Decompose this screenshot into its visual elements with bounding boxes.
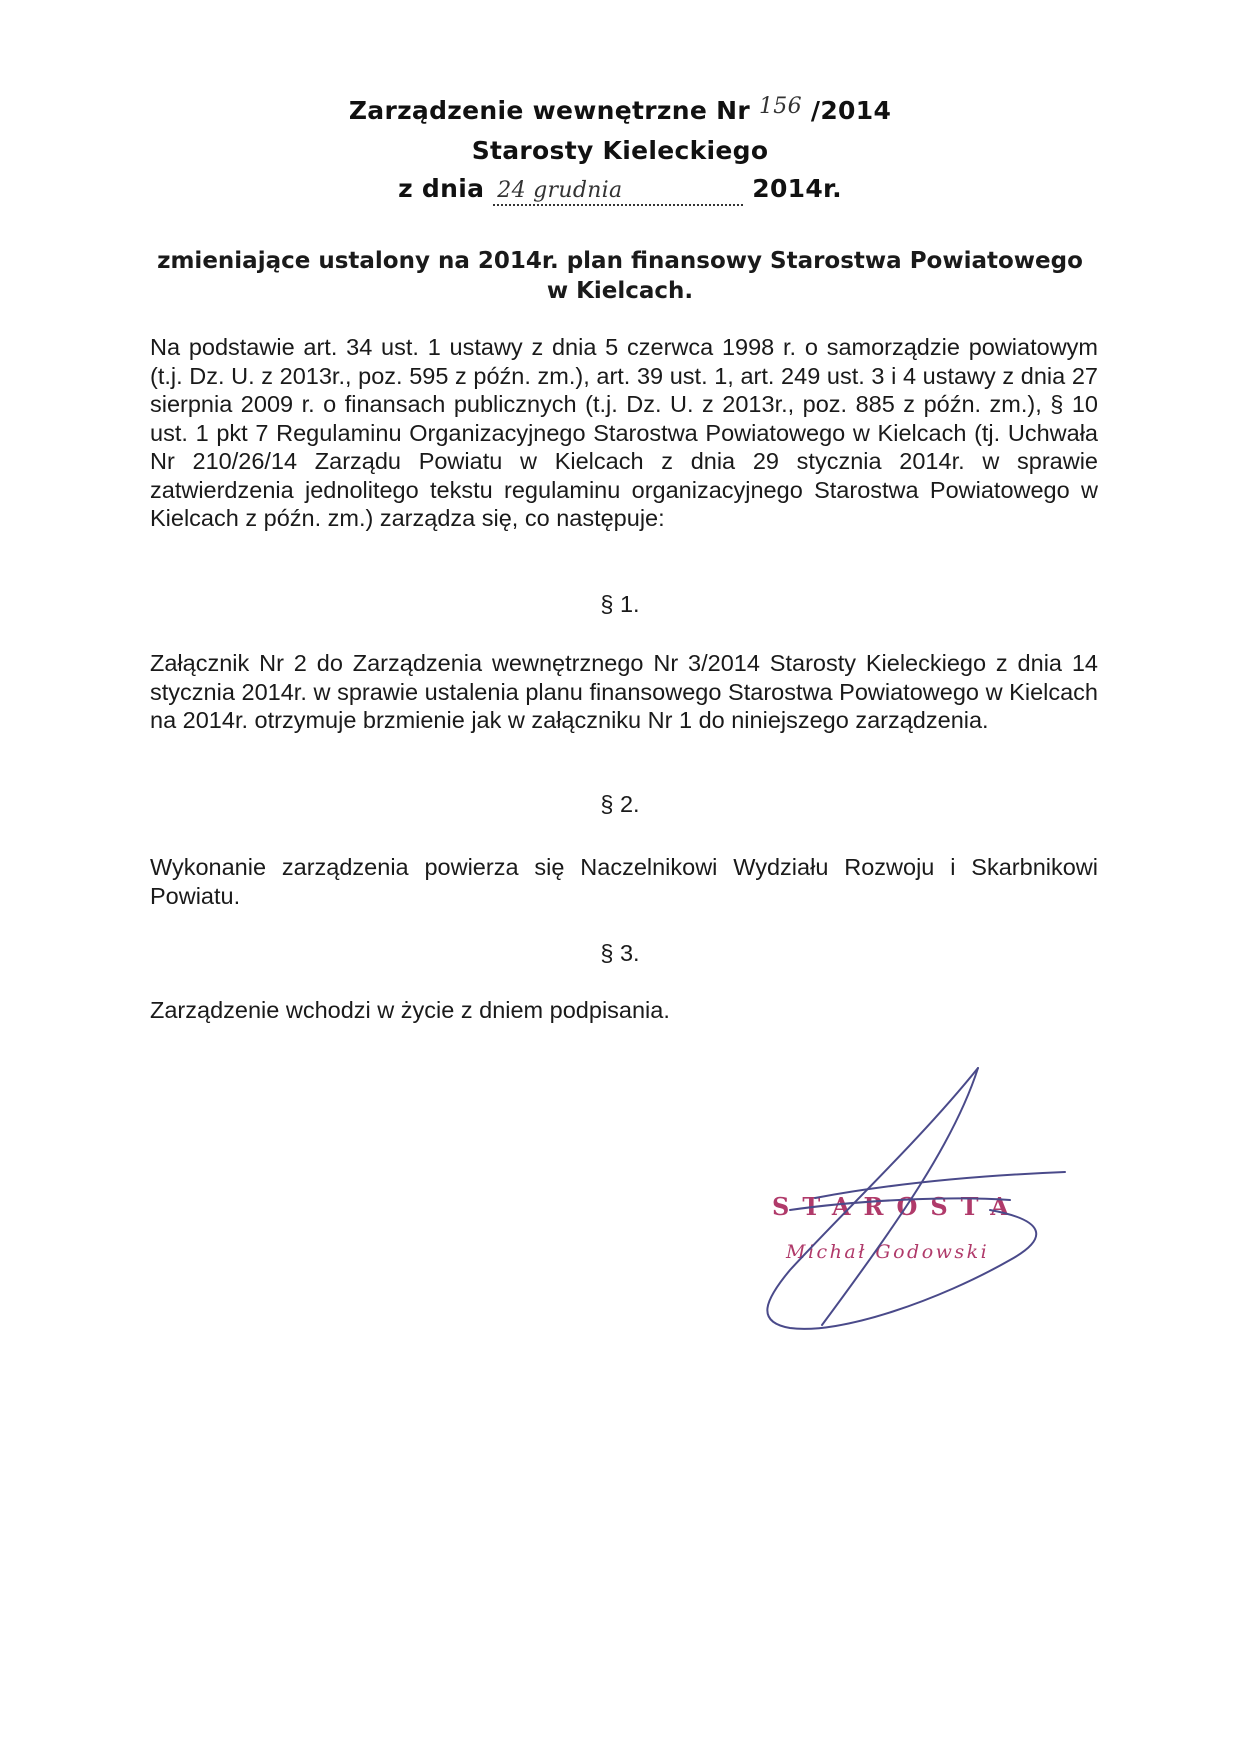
stamp-name: Michał Godowski: [786, 1241, 990, 1263]
title-suffix: /2014: [810, 96, 892, 125]
issuing-authority: Starosty Kieleckiego: [471, 136, 769, 165]
section-2-text: Wykonanie zarządzenia powierza się Naczelnikowi Wydziału Rozwoju i Skarbnikowi Powiatu.: [150, 854, 1098, 909]
handwritten-number: 156: [759, 94, 802, 119]
section-3-text: Zarządzenie wchodzi w życie z dniem podpisania.: [150, 997, 670, 1023]
date-handwritten-field: [493, 176, 743, 206]
document-header: [0, 92, 1240, 208]
section-3-mark: § 3.: [600, 940, 640, 966]
legal-basis-paragraph: Na podstawie art. 34 ust. 1 ustawy z dnia 5 czerwca 1998 r. o samorządzie powiatowym (t.j. Dz. U. z 2013r., poz. 595 z późn. zm.), art. 39 ust. 1, art. 249 ust. 3 i 4 ustawy z dnia 27 sierpnia 2009 r. o finansach publicznych (t.j. Dz. U. z 2013r., poz. 885 z późn. zm.), § 10 ust. 1 pkt 7 Regulaminu Organizacyjnego Starostwa Powiatowego w Kielcach (tj. Uchwała Nr 210/26/14 Zarządu Powiatu w Kielcach z dnia 29 stycznia 2014r. w sprawie zatwierdzenia jednolitego tekstu regulaminu organizacyjnego Starostwa Powiatowego w Kielcach z późn. zm.) zarządza się, co następuje:: [150, 334, 1098, 531]
document-subject: [150, 246, 1090, 306]
title-prefix: Zarządzenie wewnętrzne Nr: [348, 96, 750, 125]
official-stamp-with-signature: [750, 1060, 1090, 1340]
subject-line-2: w Kielcach.: [546, 278, 694, 304]
section-1-text: Załącznik Nr 2 do Zarządzenia wewnętrznego Nr 3/2014 Starosty Kieleckiego z dnia 14 stycznia 2014r. w sprawie ustalenia planu finansowego Starostwa Powiatowego w Kielcach na 2014r. otrzymuje brzmienie jak w załączniku Nr 1 do niniejszego zarządzenia.: [150, 650, 1098, 733]
stamp-title: STAROSTA: [772, 1192, 1022, 1221]
date-suffix: 2014r.: [752, 174, 842, 203]
handwritten-date: 24 grudnia: [497, 178, 623, 203]
section-1-mark: § 1.: [600, 591, 640, 617]
document-title: [0, 92, 1240, 132]
document-date: [0, 170, 1240, 208]
date-prefix: z dnia: [398, 174, 485, 203]
subject-line-1: zmieniające ustalony na 2014r. plan finansowy Starostwa Powiatowego: [157, 248, 1083, 274]
section-2-mark: § 2.: [600, 791, 640, 817]
